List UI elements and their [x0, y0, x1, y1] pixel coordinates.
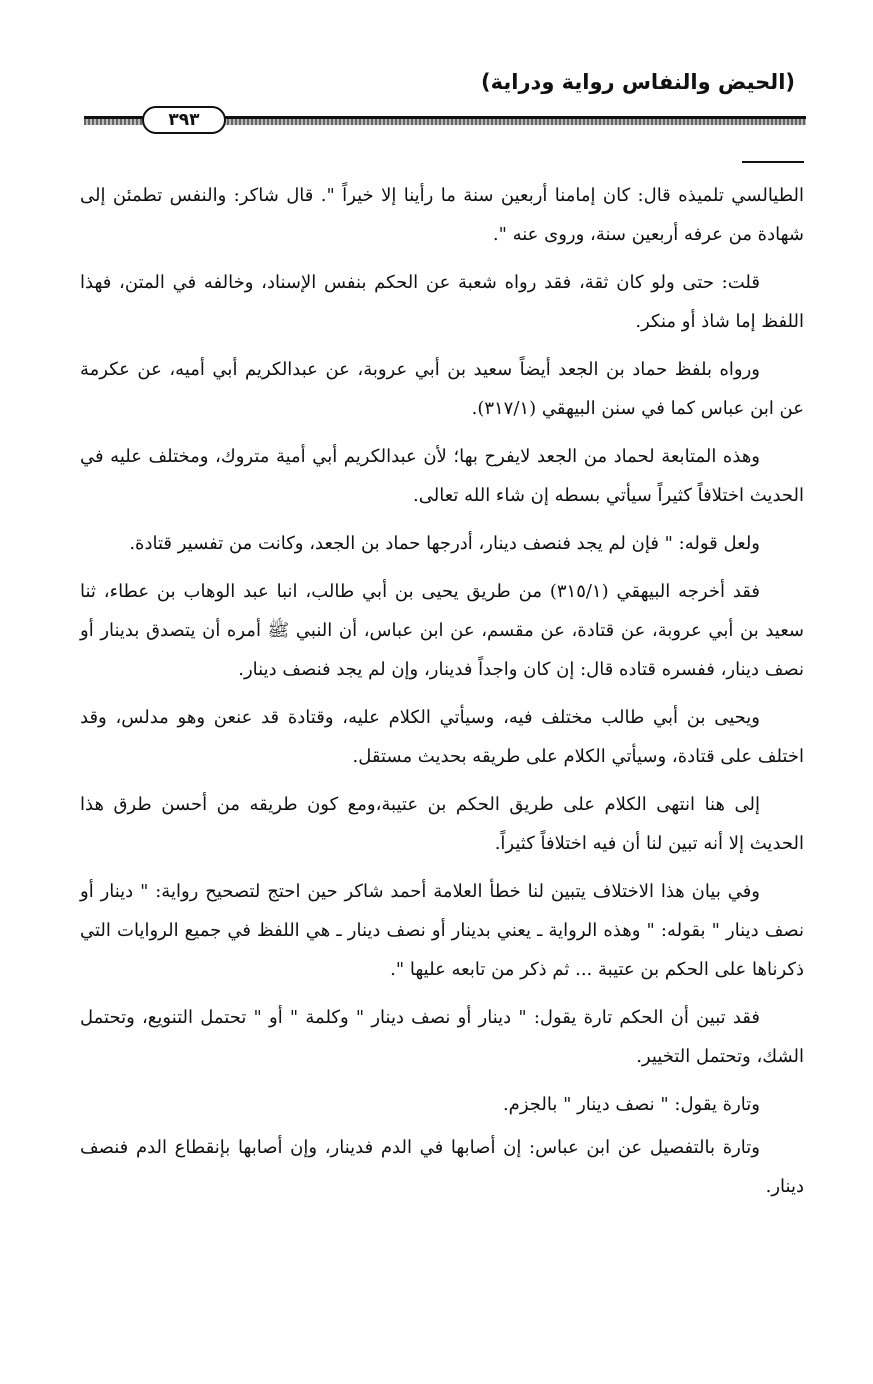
paragraph: وتارة يقول: " نصف دينار " بالجزم.	[502, 1094, 760, 1115]
header-rule-right	[219, 116, 806, 125]
paragraph: فقد تبين أن الحكم تارة يقول: " دينار أو نصف دينار " وكلمة " أو " تحتمل التنويع، وتحتمل الشك، وتحتمل التخيير.	[80, 1007, 804, 1067]
header-rule	[84, 106, 806, 134]
paragraph: قلت: حتى ولو كان ثقة، فقد رواه شعبة عن الحكم بنفس الإسناد، وخالفه في المتن، فهذا اللفظ إما شاذ أو منكر.	[80, 272, 804, 332]
paragraph: فقد أخرجه البيهقي (٣١٥/١) من طريق يحيى بن أبي طالب، انبا عبد الوهاب بن عطاء، ثنا سعيد بن أبي عروبة، عن قتادة، عن مقسم، عن ابن عباس، أن النبي ﷺ أمره أن يتصدق بدينار أو نصف دينار، ففسره قتاده قال: إن كان واجداً فدينار، وإن لم يجد فنصف دينار.	[80, 581, 804, 680]
paragraph: وفي بيان هذا الاختلاف يتبين لنا خطأ العلامة أحمد شاكر حين احتج لتصحيح رواية: " دينار أو نصف دينار " بقوله: " وهذه الرواية ـ يعني بدينار أو نصف دينار ـ هي اللفظ في جميع الروايات التي ذكرناها على الحكم بن عتيبة ... ثم ذكر من تابعه عليها ".	[80, 881, 804, 980]
paragraph: الطيالسي تلميذه قال: كان إمامنا أربعين سنة ما رأينا إلا خيراً ". قال شاكر: والنفس تطمئن إلى شهادة من عرفه أربعين سنة، وروى عنه ".	[80, 185, 804, 245]
header-rule-left	[84, 116, 146, 125]
running-header-title: (الحيض والنفاس رواية ودراية)	[481, 70, 795, 94]
paragraph: إلى هنا انتهى الكلام على طريق الحكم بن عتيبة،ومع كون طريقه من أحسن طرق هذا الحديث إلا أنه تبين لنا أن فيه اختلافاً كثيراً.	[80, 794, 804, 854]
page-body	[80, 176, 804, 1215]
paragraph: وتارة بالتفصيل عن ابن عباس: إن أصابها في الدم فدينار، وإن أصابها بإنقطاع الدم فنصف دينار.	[80, 1137, 804, 1197]
paragraph: وهذه المتابعة لحماد من الجعد لايفرح بها؛ لأن عبدالكريم أبي أمية متروك، ومختلف عليه في الحديث اختلافاً كثيراً سيأتي بسطه إن شاء الله تعالى.	[80, 446, 804, 506]
paragraph: ولعل قوله: " فإن لم يجد فنصف دينار، أدرجها حماد بن الجعد، وكانت من تفسير قتادة.	[129, 533, 760, 554]
paragraph: ويحيى بن أبي طالب مختلف فيه، وسيأتي الكلام عليه، وقتادة قد عنعن وهو مدلس، وقد اختلف على قتادة، وسيأتي الكلام على طريقه بحديث مستقل.	[80, 707, 804, 767]
page-number: ٣٩٣	[142, 106, 226, 134]
footnote-separator	[742, 161, 804, 163]
paragraph: ورواه بلفظ حماد بن الجعد أيضاً سعيد بن أبي عروبة، عن عبدالكريم أبي أميه، عن عكرمة عن ابن عباس كما في سنن البيهقي (٣١٧/١).	[80, 359, 804, 419]
